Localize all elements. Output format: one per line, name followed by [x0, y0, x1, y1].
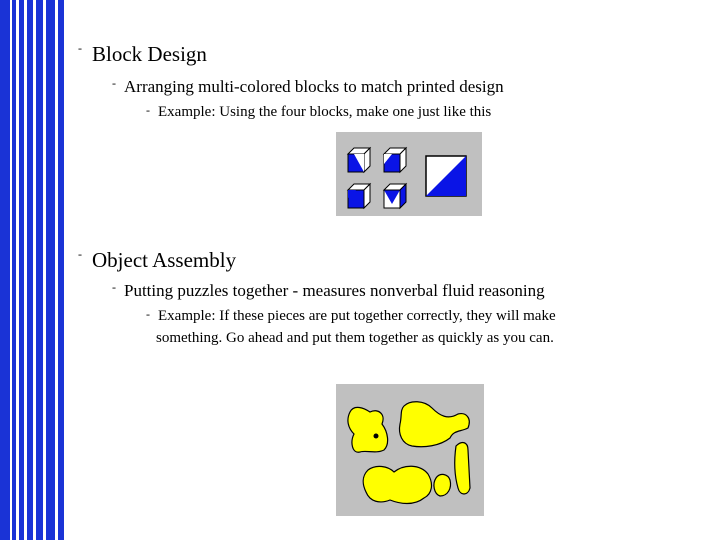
subbullet-object-assembly [112, 280, 545, 301]
left-stripe-decoration [0, 0, 70, 540]
example-text: Example: Using the four blocks, make one just like this [158, 104, 492, 120]
puzzle-piece-1 [348, 407, 388, 452]
example-object-assembly-cont [156, 330, 554, 347]
block-cube-2 [384, 148, 406, 172]
heading-block-design [78, 41, 207, 67]
heading-object-assembly [78, 247, 237, 273]
puzzle-piece-5 [434, 474, 451, 496]
example-text-line2: something. Go ahead and put them together as quickly as you can. [156, 330, 554, 346]
puzzle-piece-4 [363, 466, 431, 503]
subbullet-block-design [112, 76, 504, 97]
heading-text: Block Design [92, 42, 207, 66]
example-block-design [146, 103, 492, 121]
example-text-line1: Example: If these pieces are put together correctly, they will make [158, 308, 556, 324]
bullet-dash: - [78, 41, 82, 55]
bullet-dash: - [78, 247, 82, 261]
example-object-assembly [146, 307, 556, 325]
subbullet-text: Arranging multi-colored blocks to match printed design [124, 77, 504, 96]
block-design-image [336, 132, 482, 216]
block-cube-1 [348, 148, 370, 172]
target-design-square [426, 156, 466, 196]
puzzle-pieces-image [336, 384, 484, 516]
block-cube-3 [348, 184, 370, 208]
subbullet-text: Putting puzzles together - measures nonverbal fluid reasoning [124, 281, 545, 300]
bullet-dash: - [112, 280, 116, 294]
heading-text: Object Assembly [92, 248, 237, 272]
block-cube-4 [384, 184, 406, 208]
puzzle-piece-3 [455, 443, 470, 494]
bullet-dash: - [112, 76, 116, 90]
bullet-dash: - [146, 103, 150, 117]
bullet-dash: - [146, 307, 150, 321]
